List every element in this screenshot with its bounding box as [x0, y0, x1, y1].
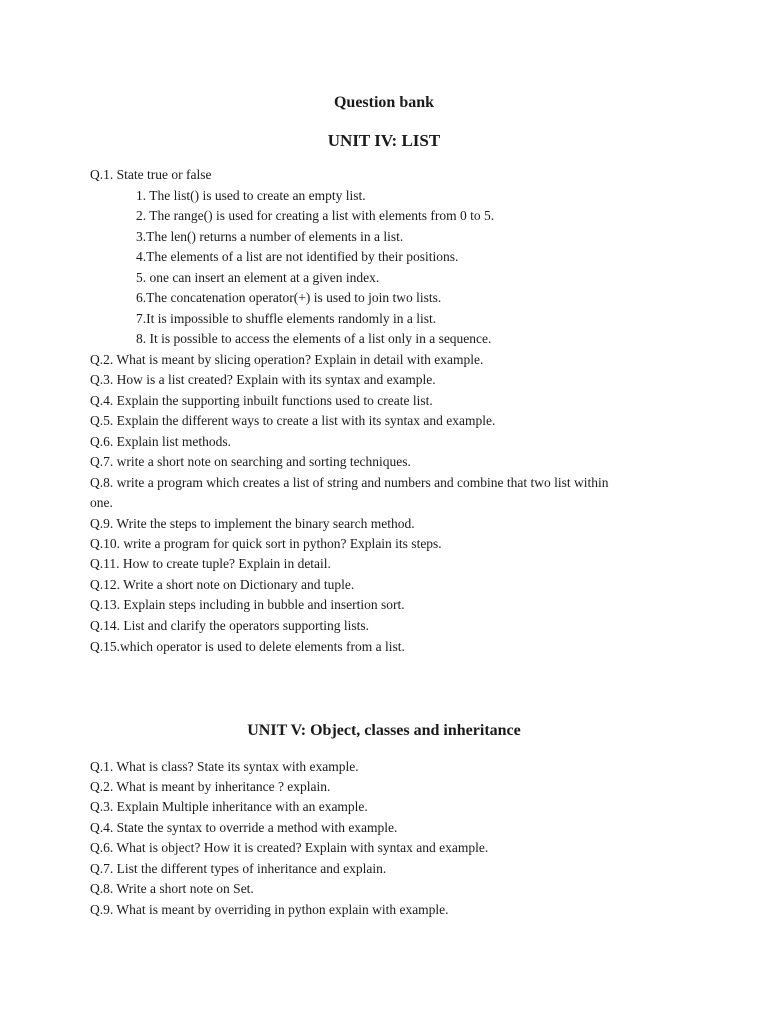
- unit4-question: Q.2. What is meant by slicing operation? Explain in detail with example.: [90, 352, 484, 367]
- document-title: Question bank: [333, 94, 435, 111]
- true-false-item: 5. one can insert an element at a given index.: [136, 270, 380, 285]
- unit5-question: Q.6. What is object? How it is created? Explain with syntax and example.: [90, 840, 489, 855]
- unit4-question: Q.8. write a program which creates a list of string and numbers and combine that two list within: [90, 475, 609, 490]
- unit5-question: Q.2. What is meant by inheritance ? explain.: [90, 779, 331, 794]
- unit4-question: Q.7. write a short note on searching and sorting techniques.: [90, 454, 411, 469]
- true-false-item: 1. The list() is used to create an empty list.: [136, 188, 366, 203]
- unit5-question: Q.4. State the syntax to override a method with example.: [90, 820, 398, 835]
- true-false-item: 6.The concatenation operator(+) is used to join two lists.: [136, 290, 442, 305]
- unit4-question: Q.12. Write a short note on Dictionary and tuple.: [90, 577, 355, 592]
- unit5-question: Q.1. What is class? State its syntax with example.: [90, 759, 359, 774]
- unit4-question: Q.11. How to create tuple? Explain in detail.: [90, 556, 331, 571]
- unit4-question: Q.10. write a program for quick sort in python? Explain its steps.: [90, 536, 442, 551]
- unit4-question-continuation: one.: [90, 495, 113, 510]
- unit4-question: Q.5. Explain the different ways to create a list with its syntax and example.: [90, 413, 496, 428]
- true-false-item: 4.The elements of a list are not identified by their positions.: [136, 249, 459, 264]
- unit5-heading: UNIT V: Object, classes and inheritance: [247, 722, 521, 739]
- true-false-item: 3.The len() returns a number of elements in a list.: [136, 229, 404, 244]
- unit4-question: Q.13. Explain steps including in bubble and insertion sort.: [90, 597, 405, 612]
- unit5-question: Q.7. List the different types of inheritance and explain.: [90, 861, 387, 876]
- unit5-question: Q.9. What is meant by overriding in python explain with example.: [90, 902, 449, 917]
- unit4-question: Q.9. Write the steps to implement the binary search method.: [90, 516, 415, 531]
- unit4-question: Q.3. How is a list created? Explain with its syntax and example.: [90, 372, 436, 387]
- unit4-question: Q.15.which operator is used to delete elements from a list.: [90, 639, 405, 654]
- unit5-question: Q.3. Explain Multiple inheritance with an example.: [90, 799, 368, 814]
- unit5-question: Q.8. Write a short note on Set.: [90, 881, 254, 896]
- true-false-item: 2. The range() is used for creating a list with elements from 0 to 5.: [136, 208, 495, 223]
- true-false-item: 8. It is possible to access the elements of a list only in a sequence.: [136, 331, 492, 346]
- unit4-question: Q.6. Explain list methods.: [90, 434, 231, 449]
- unit4-heading: UNIT IV: LIST: [327, 131, 441, 150]
- unit4-question: Q.4. Explain the supporting inbuilt functions used to create list.: [90, 393, 433, 408]
- q1-intro: Q.1. State true or false: [90, 167, 212, 182]
- unit4-question: Q.14. List and clarify the operators supporting lists.: [90, 618, 369, 633]
- true-false-item: 7.It is impossible to shuffle elements randomly in a list.: [136, 311, 437, 326]
